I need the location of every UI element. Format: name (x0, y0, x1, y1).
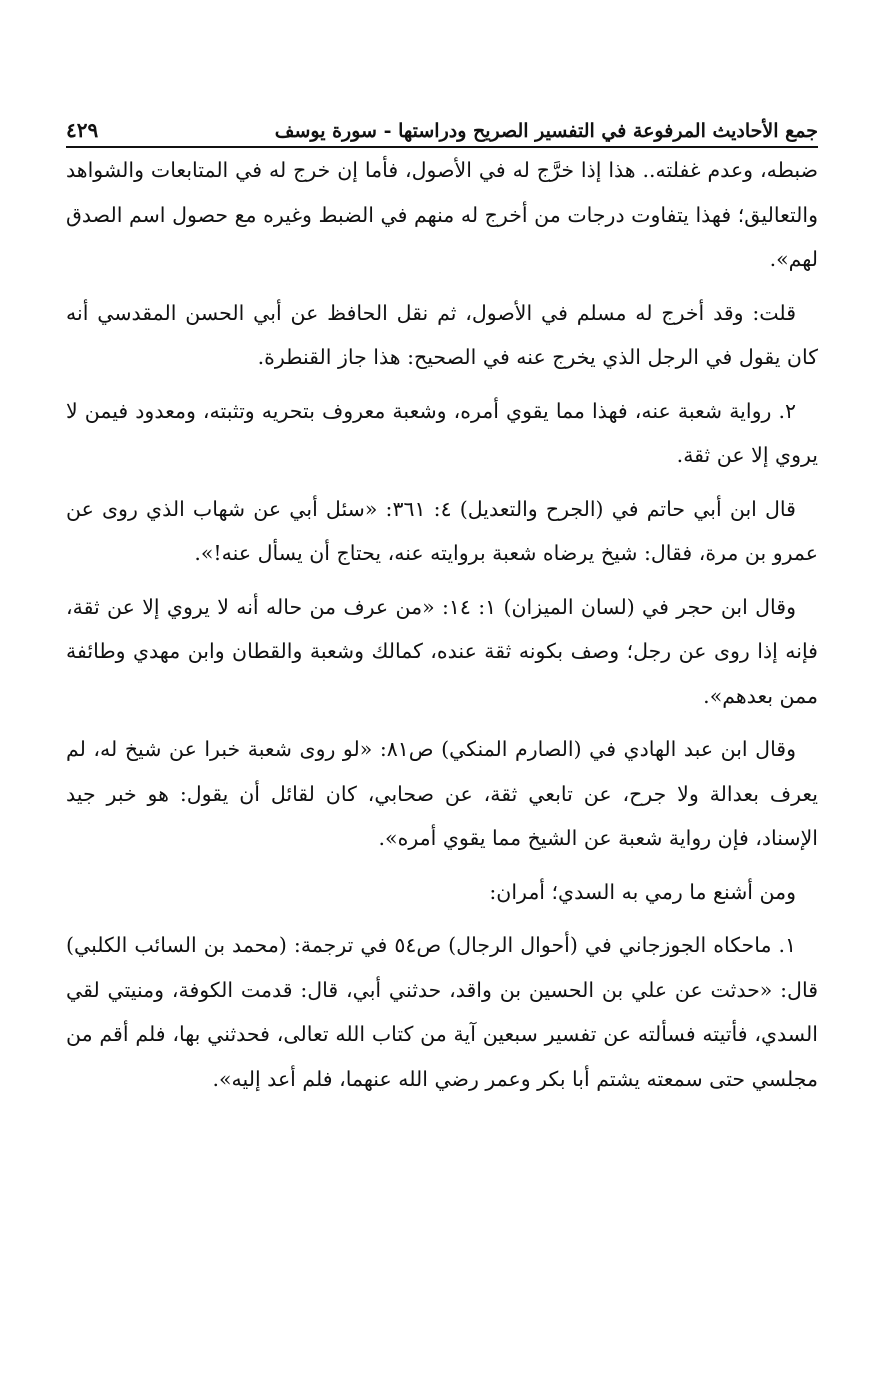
page-number: ٤٢٩ (66, 118, 99, 142)
paragraph-quote-ibn-abd-al-hadi: وقال ابن عبد الهادي في (الصارم المنكي) ص٨١: «لو روى شعبة خبرا عن شيخ له، لم يعرف بعدالة ولا جرح، عن تابعي ثقة، عن صحابي، كان لقائل أن يقول: هو خبر جيد الإسناد، فإن رواية شعبة عن الشيخ مما يقوي أمره». (66, 737, 818, 850)
paragraph-quote-ibn-hajar: وقال ابن حجر في (لسان الميزان) ١: ١٤: «من عرف من حاله أنه لا يروي إلا عن ثقة، فإنه إذا روى عن رجل؛ وصف بكونه ثقة عنده، كمالك وشعبة والقطان وابن مهدي وطائفة ممن بعدهم». (66, 594, 818, 708)
paragraph-quote-ibn-abi-hatim: قال ابن أبي حاتم في (الجرح والتعديل) ٤: ٣٦١: «سئل أبي عن شهاب الذي روى عن عمرو بن مرة، فقال: شيخ يرضاه شعبة بروايته عنه، يحتاج أن يسأل عنه!». (66, 496, 818, 565)
page-header (66, 108, 818, 148)
paragraph-point-2: ٢. رواية شعبة عنه، فهذا مما يقوي أمره، وشعبة معروف بتحريه وتثبته، ومعدود فيمن لا يروي إلا عن ثقة. (66, 398, 818, 467)
paragraph-note: قلت: وقد أخرج له مسلم في الأصول، ثم نقل الحافظ عن أبي الحسن المقدسي أنه كان يقول في الرجل الذي يخرج عنه في الصحيح: هذا جاز القنطرة. (66, 300, 818, 369)
running-title: جمع الأحاديث المرفوعة في التفسير الصريح ودراستها - سورة يوسف (274, 120, 818, 142)
body-text (66, 148, 818, 1110)
paragraph-intro-two-matters: ومن أشنع ما رمي به السدي؛ أمران: (489, 879, 796, 904)
paragraph-point-1: ١. ماحكاه الجوزجاني في (أحوال الرجال) ص٥٤ في ترجمة: (محمد بن السائب الكلبي) قال: «حدثت عن علي بن الحسين بن واقد، حدثني أبي، قال: قدمت الكوفة، ومنيتي لقي السدي، فأتيته فسألته عن تفسير سبعين آية من كتاب الله تعالى، فحدثني بها، فلم أقم من مجلسي حتى سمعته يشتم أبا بكر وعمر رضي الله عنهما، فلم أعد إليه». (66, 933, 818, 1091)
paragraph-continuation: ضبطه، وعدم غفلته.. هذا إذا خرَّج له في الأصول، فأما إن خرج له في المتابعات والشواهد والتعاليق؛ فهذا يتفاوت درجات من أخرج له منهم في الضبط وغيره مع حصول اسم الصدق لهم». (66, 158, 818, 271)
